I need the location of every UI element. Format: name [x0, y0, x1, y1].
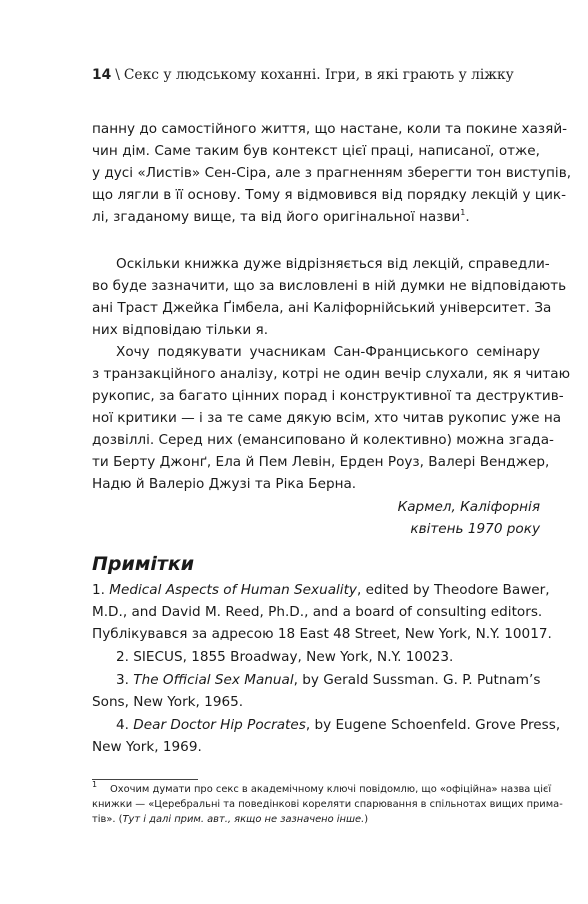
note-text: , by Eugene Schoenfeld. Grove Press,: [305, 717, 561, 733]
note-line: 2. SIECUS, 1855 Broadway, New York, N.Y. 10023.: [116, 649, 454, 665]
paragraph-line: дозвіллі. Серед них (емансиповано й колективно) можна згада-: [92, 432, 554, 448]
header-separator: \: [115, 67, 120, 83]
footnote-line: книжки — «Церебральні та поведінкові кореляти спарювання в спільнотах вищих прима-: [92, 799, 563, 810]
paragraph-line: Хочу подякувати учасникам Сан-Франциського семінару: [116, 344, 540, 360]
note-number: 4.: [116, 717, 134, 733]
paragraph-line: ти Берту Джонґ, Ела й Пем Левін, Ерден Роуз, Валері Венджер,: [92, 454, 550, 470]
note-number: 3.: [116, 672, 134, 688]
paragraph-line: Оскільки книжка дуже відрізняється від лекцій, справедли-: [116, 256, 550, 272]
footnote-line: Охочим думати про секс в академічному ключі повідомлю, що «офіційна» назва цієї: [110, 784, 552, 795]
footnote-reference: 1: [460, 208, 466, 217]
paragraph-line: панну до самостійного життя, що настане, коли та покине хазяй-: [92, 121, 568, 137]
footnote-divider: [92, 779, 198, 780]
paragraph-line: лі, згаданому вище, та від його оригінальної назви$^1$.: [92, 208, 470, 225]
note-line: New York, 1969.: [92, 739, 202, 755]
notes-heading: Примітки: [92, 553, 195, 575]
note-line: M.D., and David M. Reed, Ph.D., and a board of consulting editors.: [92, 604, 543, 620]
note-line: [116, 670, 540, 690]
note-title: Dear Doctor Hip Pocrates: [133, 717, 306, 733]
paragraph-line: во буде зазначити, що за висловлені в ній думки не відповідають: [92, 278, 567, 294]
note-text: , edited by Theodore Bawer,: [356, 582, 550, 598]
note-title: The Official Sex Manual: [133, 672, 294, 688]
sign-off-date: квітень 1970 року: [410, 521, 540, 537]
footnote-text: тів». (: [92, 814, 123, 825]
paragraph-line: ної критики — і за те саме дякую всім, хто читав рукопис уже на: [92, 410, 562, 426]
footnote-italic: Тут і далі прим. авт., якщо не зазначено інше.: [122, 814, 365, 825]
paragraph-line: у дусі «Листів» Сен-Сіра, але з прагненням зберегти тон виступів,: [92, 165, 572, 181]
page-number: 14: [92, 67, 112, 83]
paragraph-line: чин дім. Саме таким був контекст цієї праці, написаної, отже,: [92, 143, 540, 159]
paragraph-line: рукопис, за багато цінних порад і конструктивної та деструктив-: [92, 388, 564, 404]
footnote-line: [92, 812, 540, 827]
running-header: [92, 66, 542, 84]
footnote-mark: 1: [92, 780, 98, 789]
running-title: Секс у людському коханні. Ігри, в які грають у ліжку: [123, 67, 514, 83]
footnote-text: ): [364, 814, 369, 825]
note-line: [116, 715, 561, 735]
note-number: 1.: [92, 582, 110, 598]
paragraph-line: з транзакційного аналізу, котрі не один вечір слухали, як я читаю: [92, 366, 571, 382]
sign-off-place: Кармел, Каліфорнія: [397, 499, 540, 515]
paragraph-line: Надю й Валеріо Джузі та Ріка Берна.: [92, 476, 357, 492]
paragraph-line-text: лі, згаданому вище, та від його оригінальної назви: [92, 209, 461, 225]
note-line: Sons, New York, 1965.: [92, 694, 244, 710]
note-line: Публікувався за адресою 18 East 48 Street, New York, N.Y. 10017.: [92, 626, 552, 642]
note-line: [92, 580, 550, 600]
note-text: , by Gerald Sussman. G. P. Putnam’s: [293, 672, 541, 688]
paragraph-line: ані Траст Джейка Ґімбела, ані Каліфорнійський університет. За: [92, 300, 552, 316]
paragraph-line: них відповідаю тільки я.: [92, 322, 269, 338]
note-title: Medical Aspects of Human Sexuality: [109, 582, 357, 598]
paragraph-line: що лягли в її основу. Тому я відмовився від порядку лекцій у цик-: [92, 187, 567, 203]
